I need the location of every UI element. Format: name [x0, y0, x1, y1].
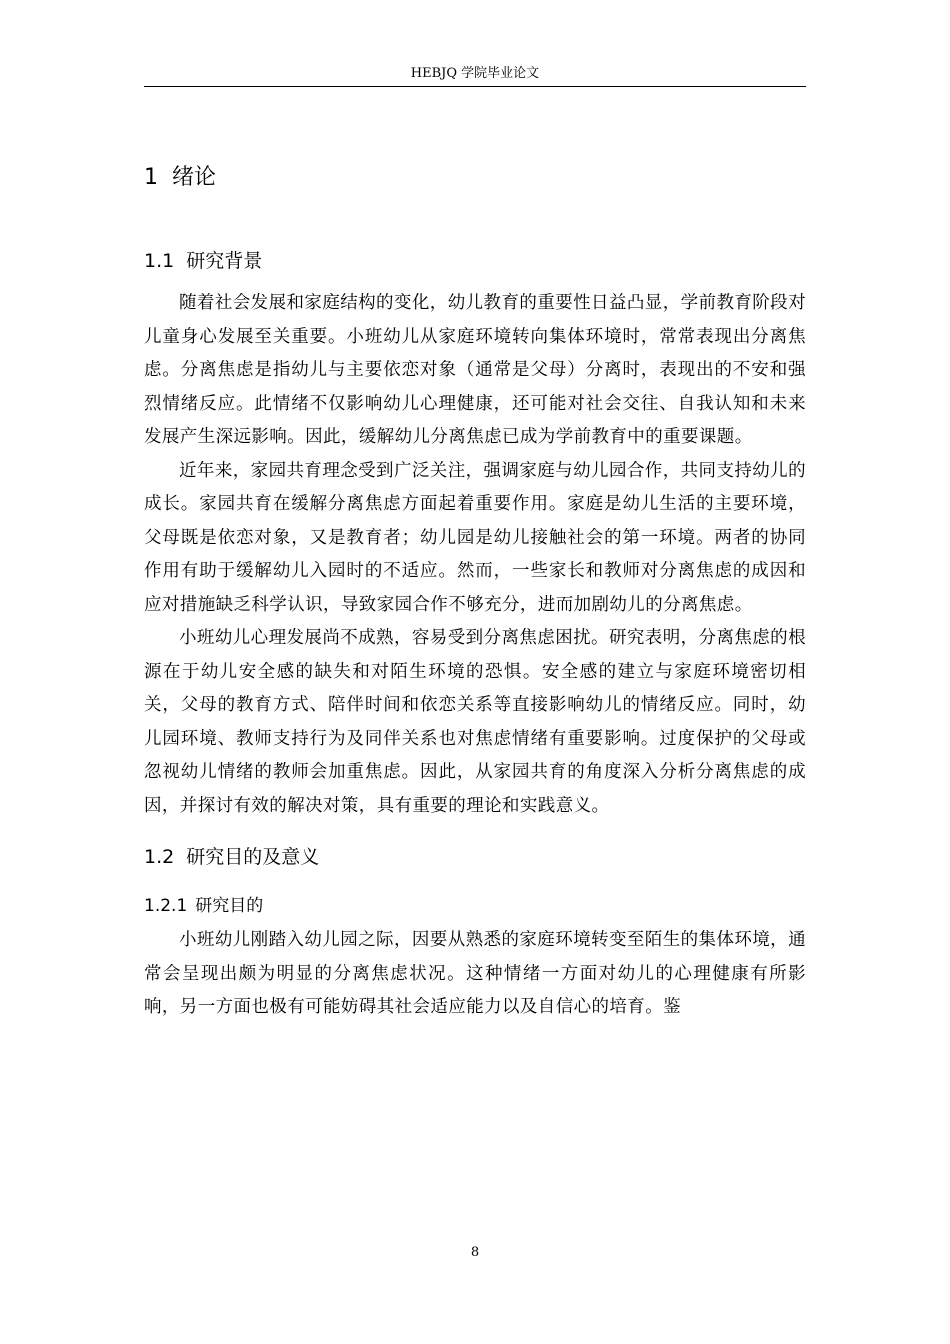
section-title: 研究背景: [186, 250, 263, 272]
paragraph-background-1: 随着社会发展和家庭结构的变化，幼儿教育的重要性日益凸显，学前教育阶段对儿童身心发展至关重要。小班幼儿从家庭环境转向集体环境时，常常表现出分离焦虑。分离焦虑是指幼儿与主要依恋对象（通常是父母）分离时，表现出的不安和强烈情绪反应。此情绪不仅影响幼儿心理健康，还可能对社会交往、自我认知和未来发展产生深远影响。因此，缓解幼儿分离焦虑已成为学前教育中的重要课题。: [144, 293, 806, 447]
chapter-number: 1: [144, 165, 158, 190]
page-number: 8: [470, 1245, 480, 1260]
section-title: 研究目的及意义: [186, 846, 320, 868]
page-header: HEBJQ 学院毕业论文: [410, 66, 540, 81]
paragraph-background-3: 小班幼儿心理发展尚不成熟，容易受到分离焦虑困扰。研究表明，分离焦虑的根源在于幼儿安全感的缺失和对陌生环境的恐惧。安全感的建立与家庭环境密切相关，父母的教育方式、陪伴时间和依恋关系等直接影响幼儿的情绪反应。同时，幼儿园环境、教师支持行为及同伴关系也对焦虑情绪有重要影响。过度保护的父母或忽视幼儿情绪的教师会加重焦虑。因此，从家园共育的角度深入分析分离焦虑的成因，并探讨有效的解决对策，具有重要的理论和实践意义。: [144, 628, 806, 816]
header-rule: [144, 86, 806, 87]
subsection-title: 研究目的: [195, 896, 264, 916]
section-number: 1.1: [144, 250, 175, 272]
section-number: 1.2: [144, 846, 175, 868]
subsection-number: 1.2.1: [144, 896, 188, 916]
subsection-heading-1-2-1: [144, 892, 806, 920]
paragraph-background-2: 近年来，家园共育理念受到广泛关注，强调家庭与幼儿园合作，共同支持幼儿的成长。家园共育在缓解分离焦虑方面起着重要作用。家庭是幼儿生活的主要环境，父母既是依恋对象，又是教育者；幼儿园是幼儿接触社会的第一环境。两者的协同作用有助于缓解幼儿入园时的不适应。然而，一些家长和教师对分离焦虑的成因和应对措施缺乏科学认识，导致家园合作不够充分，进而加剧幼儿的分离焦虑。: [144, 460, 806, 615]
page-content: [144, 160, 806, 1025]
section-heading-1-1: [144, 246, 806, 276]
paragraph-purpose-1: 小班幼儿刚踏入幼儿园之际，因要从熟悉的家庭环境转变至陌生的集体环境，通常会呈现出颇为明显的分离焦虑状况。这种情绪一方面对幼儿的心理健康有所影响，另一方面也极有可能妨碍其社会适应能力以及自信心的培育。鉴: [144, 930, 806, 1017]
chapter-title: 绪论: [172, 165, 217, 190]
section-heading-1-2: [144, 842, 806, 872]
chapter-heading: [144, 160, 806, 196]
